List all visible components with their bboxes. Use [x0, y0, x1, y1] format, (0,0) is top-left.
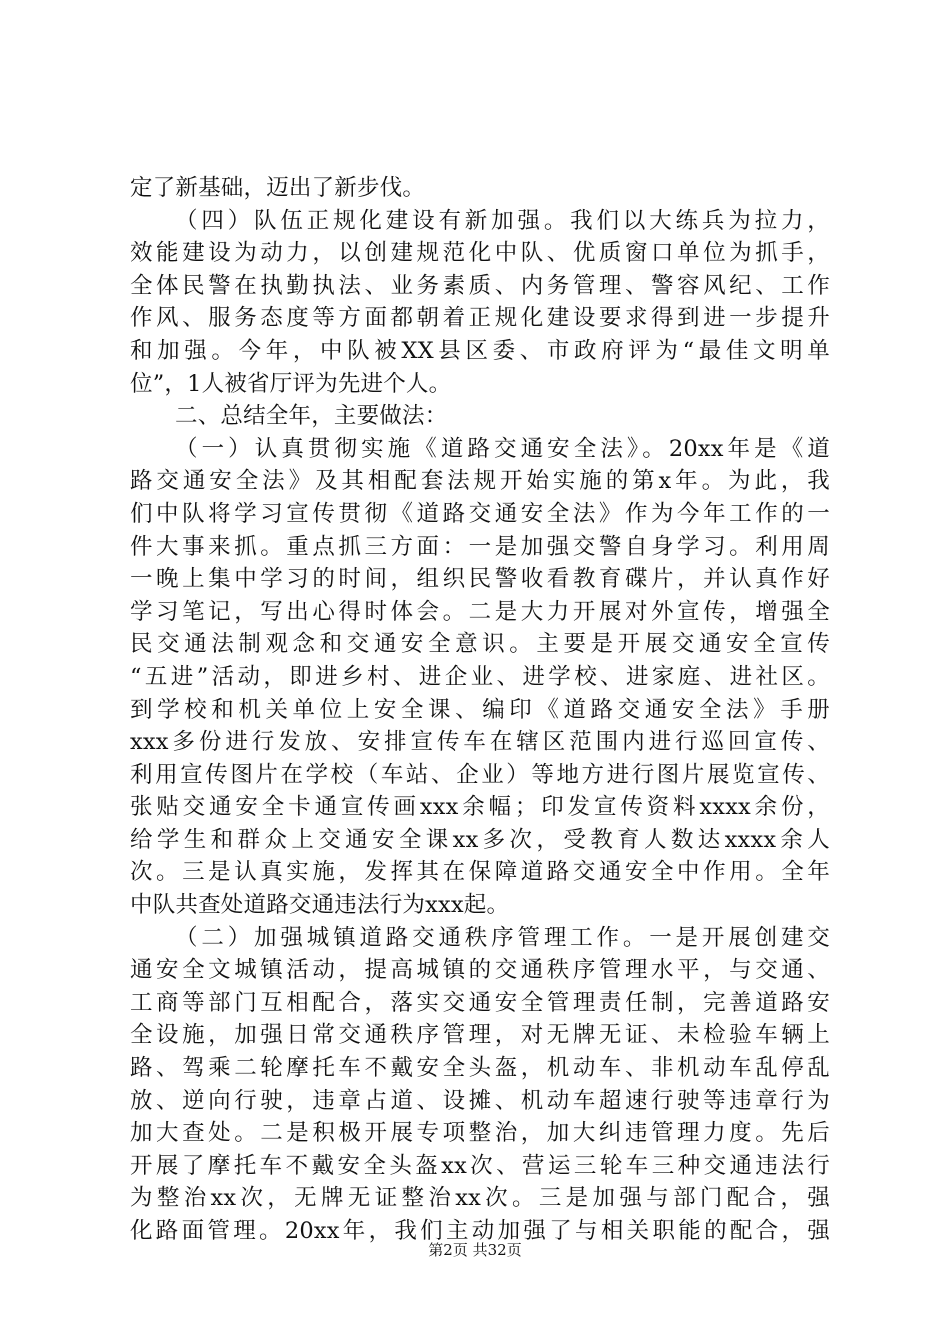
text-line: 次。三是认真实施，发挥其在保障道路交通安全中作用。全年	[130, 859, 830, 886]
text-line: 工商等部门互相配合，落实交通安全管理责任制，完善道路安	[130, 989, 830, 1016]
text-line: 放、逆向行驶，违章占道、设摊、机动车超速行驶等违章行为	[130, 1087, 830, 1114]
text-line: 二、总结全年，主要做法：	[175, 403, 448, 430]
text-line: xxx多份进行发放、安排宣传车在辖区范围内进行巡回宣传、	[130, 729, 830, 756]
text-line: 加大查处。二是积极开展专项整治，加大纠违管理力度。先后	[130, 1120, 830, 1147]
text-line: 张贴交通安全卡通宣传画xxx余幅；印发宣传资料xxxx余份，	[130, 794, 830, 821]
text-line: 给学生和群众上交通安全课xx多次，受教育人数达xxxx余人	[130, 826, 830, 853]
text-line: 路、驾乘二轮摩托车不戴安全头盔，机动车、非机动车乱停乱	[130, 1055, 830, 1082]
text-line: 定了新基础，迈出了新步伐。	[130, 175, 426, 201]
text-line: 民交通法制观念和交通安全意识。主要是开展交通安全宣传	[130, 631, 830, 658]
text-line: 化路面管理。20xx年，我们主动加强了与相关职能的配合，强	[130, 1218, 830, 1244]
text-line: 件大事来抓。重点抓三方面：一是加强交警自身学习。利用周	[130, 533, 830, 560]
text-line: 通安全文城镇活动，提高城镇的交通秩序管理水平，与交通、	[130, 957, 830, 984]
text-line: 效能建设为动力，以创建规范化中队、优质窗口单位为抓手，	[130, 240, 830, 267]
text-line: 开展了摩托车不戴安全头盔xx次、营运三轮车三种交通违法行	[130, 1152, 830, 1179]
page-footer: 第2页 共32页	[428, 1241, 522, 1259]
text-line: 位”，1人被省厅评为先进个人。	[130, 370, 452, 397]
text-line: 全设施，加强日常交通秩序管理，对无牌无证、未检验车辆上	[130, 1022, 830, 1049]
text-line: 作风、服务态度等方面都朝着正规化建设要求得到进一步提升	[130, 305, 830, 332]
text-line: 利用宣传图片在学校（车站、企业）等地方进行图片展览宣传、	[130, 761, 830, 788]
text-line: 中队共查处道路交通违法行为xxx起。	[130, 892, 510, 919]
text-line: 学习笔记，写出心得时体会。二是大力开展对外宣传，增强全	[130, 598, 830, 625]
text-line: “五进”活动，即进乡村、进企业、进学校、进家庭、进社区。	[130, 663, 830, 690]
text-line: 到学校和机关单位上安全课、编印《道路交通安全法》手册	[130, 696, 830, 723]
text-line: 和加强。今年，中队被XX县区委、市政府评为“最佳文明单	[130, 337, 830, 364]
text-line: 路交通安全法》及其相配套法规开始实施的第x年。为此，我	[130, 468, 830, 495]
text-line: （四）队伍正规化建设有新加强。我们以大练兵为拉力，	[175, 207, 830, 234]
text-line: 一晚上集中学习的时间，组织民警收看教育碟片，并认真作好	[130, 566, 830, 593]
text-line: 全体民警在执勤执法、业务素质、内务管理、警容风纪、工作	[130, 272, 830, 299]
document-body	[130, 172, 830, 1248]
text-line: 们中队将学习宣传贯彻《道路交通安全法》作为今年工作的一	[130, 500, 830, 527]
text-line: （一）认真贯彻实施《道路交通安全法》。20xx年是《道	[175, 435, 830, 462]
text-line: （二）加强城镇道路交通秩序管理工作。一是开展创建交	[175, 924, 830, 951]
text-line: 为整治xx次，无牌无证整治xx次。三是加强与部门配合，强	[130, 1185, 830, 1212]
